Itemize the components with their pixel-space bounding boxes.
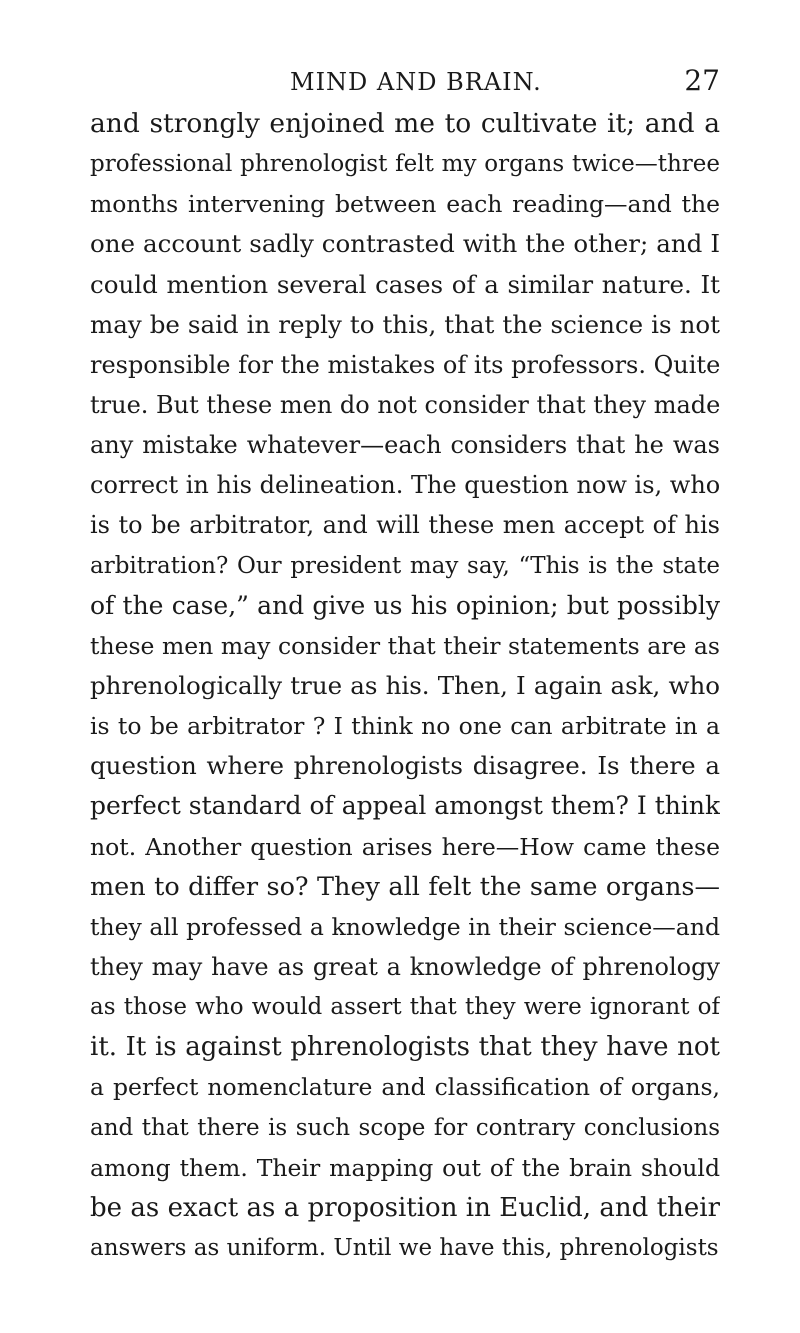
text-line-28: be as exact as a proposition in Euclid, and their (90, 1192, 720, 1223)
text-line-26: and that there is such scope for contrary conclusions (90, 1114, 720, 1141)
text-line-10: correct in his delineation. The question now is, who (90, 471, 720, 500)
text-line-25: a perfect nomenclature and classification of organs, (90, 1073, 720, 1102)
text-line-5: could mention several cases of a similar nature. It (90, 269, 720, 299)
text-line-29: answers as uniform. Until we have this, phrenologists (90, 1234, 719, 1261)
text-line-4: one account sadly contrasted with the other; and I (90, 229, 720, 259)
text-line-20: men to differ so? They all felt the same organs— (90, 871, 720, 902)
text-line-17: question where phrenologists disagree. Is there a (90, 751, 720, 781)
body-text (90, 104, 720, 1268)
text-line-2: professional phrenologist felt my organs twice—three (90, 151, 720, 178)
running-head (290, 62, 720, 102)
text-line-12: arbitration? Our president may say, “This is the state (90, 552, 720, 579)
text-line-11: is to be arbitrator, and will these men accept of his (90, 511, 720, 540)
text-line-27: among them. Their mapping out of the brain should (90, 1153, 720, 1182)
text-line-3: months intervening between each reading—and the (90, 190, 720, 219)
text-line-6: may be said in reply to this, that the science is not (90, 309, 720, 339)
page-number: 27 (684, 64, 720, 97)
text-line-22: they may have as great a knowledge of phrenology (90, 952, 720, 981)
text-line-23: as those who would assert that they were ignorant of (90, 994, 720, 1021)
text-line-1: and strongly enjoined me to cultivate it; and a (90, 108, 720, 139)
text-line-19: not. Another question arises here—How came these (90, 832, 720, 861)
text-line-18: perfect standard of appeal amongst them? I think (90, 791, 720, 821)
text-line-13: of the case,” and give us his opinion; but possibly (90, 590, 720, 620)
text-line-9: any mistake whatever—each considers that he was (90, 431, 720, 460)
running-title: MIND AND BRAIN. (290, 68, 542, 96)
text-line-15: phrenologically true as his. Then, I again ask, who (90, 670, 720, 700)
text-line-7: responsible for the mistakes of its professors. Quite (90, 350, 720, 379)
text-line-16: is to be arbitrator ? I think no one can arbitrate in a (90, 712, 720, 741)
text-line-24: it. It is against phrenologists that they have not (90, 1032, 720, 1063)
text-line-14: these men may consider that their statements are as (90, 631, 720, 660)
text-line-21: they all professed a knowledge in their science—and (90, 912, 720, 941)
text-line-8: true. But these men do not consider that they made (90, 390, 720, 419)
